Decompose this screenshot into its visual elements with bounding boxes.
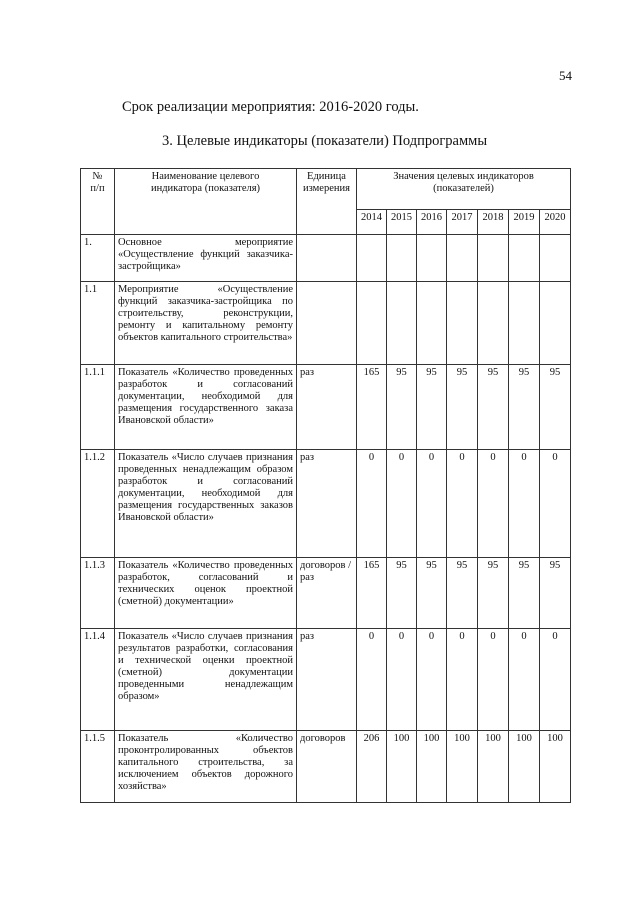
- row-number: 1.1.4: [81, 629, 115, 731]
- indicator-name: Показатель «Число случаев признания результатов разработки, согласования и технической оценки проектной (сметной) документации проведенными ненадлежащим образом»: [115, 629, 297, 731]
- value-cell: 100: [387, 731, 417, 803]
- value-cell: 0: [478, 629, 509, 731]
- value-cell: 95: [417, 365, 447, 450]
- unit-cell: [297, 282, 357, 365]
- indicator-name: Показатель «Количество проконтролированных объектов капитального строительства, за исключением объектов дорожного хозяйства»: [115, 731, 297, 803]
- section-title: 3. Целевые индикаторы (показатели) Подпрограммы: [162, 133, 488, 149]
- row-number: 1.1: [81, 282, 115, 365]
- header-row: [81, 169, 571, 210]
- table-row: [81, 365, 571, 450]
- unit-cell: раз: [297, 365, 357, 450]
- value-cell: 95: [447, 365, 478, 450]
- indicator-name: Показатель «Количество проведенных разработок и согласований документации, необходимой для размещения государственного заказа Ивановской области»: [115, 365, 297, 450]
- value-cell: 165: [357, 558, 387, 629]
- value-cell: [540, 282, 571, 365]
- header-values: Значения целевых индикаторов (показателей): [357, 169, 571, 210]
- value-cell: [357, 282, 387, 365]
- year-cell: 2014: [357, 210, 387, 235]
- header-unit: Единица измерения: [297, 169, 357, 235]
- value-cell: 0: [478, 450, 509, 558]
- year-cell: 2017: [447, 210, 478, 235]
- value-cell: 95: [447, 558, 478, 629]
- unit-cell: раз: [297, 629, 357, 731]
- value-cell: 0: [417, 629, 447, 731]
- value-cell: 95: [540, 365, 571, 450]
- value-cell: 95: [509, 558, 540, 629]
- unit-cell: раз: [297, 450, 357, 558]
- value-cell: 0: [357, 629, 387, 731]
- value-cell: 0: [540, 629, 571, 731]
- value-cell: 0: [540, 450, 571, 558]
- value-cell: 206: [357, 731, 387, 803]
- unit-cell: договоров /раз: [297, 558, 357, 629]
- table-row: [81, 282, 571, 365]
- row-number: 1.1.5: [81, 731, 115, 803]
- value-cell: 95: [540, 558, 571, 629]
- indicator-name: Показатель «Число случаев признания проведенных ненадлежащим образом разработок и согласований документации, необходимой для размещения государственных заказов Ивановской области»: [115, 450, 297, 558]
- table-row: [81, 731, 571, 803]
- value-cell: 0: [447, 450, 478, 558]
- value-cell: 100: [509, 731, 540, 803]
- header-num: № п/п: [81, 169, 115, 235]
- value-cell: [478, 282, 509, 365]
- value-cell: 100: [540, 731, 571, 803]
- indicator-name: Мероприятие «Осуществление функций заказчика-застройщика по строительству, реконструкции, ремонту и капитальному ремонту объектов капитального строительства»: [115, 282, 297, 365]
- value-cell: [478, 235, 509, 282]
- row-number: 1.1.3: [81, 558, 115, 629]
- value-cell: [447, 282, 478, 365]
- year-cell: 2020: [540, 210, 571, 235]
- row-number: 1.: [81, 235, 115, 282]
- row-number: 1.1.2: [81, 450, 115, 558]
- year-cell: 2015: [387, 210, 417, 235]
- value-cell: [357, 235, 387, 282]
- value-cell: 95: [478, 365, 509, 450]
- value-cell: 100: [417, 731, 447, 803]
- value-cell: [540, 235, 571, 282]
- value-cell: 95: [387, 365, 417, 450]
- value-cell: [447, 235, 478, 282]
- value-cell: 0: [417, 450, 447, 558]
- unit-cell: [297, 235, 357, 282]
- header-name: Наименование целевого индикатора (показателя): [115, 169, 297, 235]
- year-cell: 2018: [478, 210, 509, 235]
- unit-cell: договоров: [297, 731, 357, 803]
- value-cell: [509, 235, 540, 282]
- implementation-term: Срок реализации мероприятия: 2016-2020 годы.: [122, 99, 419, 115]
- value-cell: 0: [509, 450, 540, 558]
- value-cell: [387, 235, 417, 282]
- value-cell: 95: [509, 365, 540, 450]
- value-cell: [417, 235, 447, 282]
- value-cell: 95: [417, 558, 447, 629]
- value-cell: 100: [447, 731, 478, 803]
- value-cell: 0: [447, 629, 478, 731]
- value-cell: [509, 282, 540, 365]
- value-cell: 95: [478, 558, 509, 629]
- value-cell: 0: [387, 629, 417, 731]
- value-cell: 0: [357, 450, 387, 558]
- table-row: [81, 235, 571, 282]
- value-cell: 165: [357, 365, 387, 450]
- year-cell: 2016: [417, 210, 447, 235]
- indicator-name: Показатель «Количество проведенных разработок, согласований и технических оценок проектной (сметной) документации»: [115, 558, 297, 629]
- value-cell: 0: [387, 450, 417, 558]
- table-row: [81, 558, 571, 629]
- page-number: 54: [559, 68, 572, 83]
- value-cell: [417, 282, 447, 365]
- year-cell: 2019: [509, 210, 540, 235]
- table-row: [81, 629, 571, 731]
- value-cell: 0: [509, 629, 540, 731]
- value-cell: 95: [387, 558, 417, 629]
- value-cell: [387, 282, 417, 365]
- indicators-table: [80, 168, 571, 803]
- row-number: 1.1.1: [81, 365, 115, 450]
- value-cell: 100: [478, 731, 509, 803]
- indicator-name: Основное мероприятие «Осуществление функций заказчика-застройщика»: [115, 235, 297, 282]
- table-row: [81, 450, 571, 558]
